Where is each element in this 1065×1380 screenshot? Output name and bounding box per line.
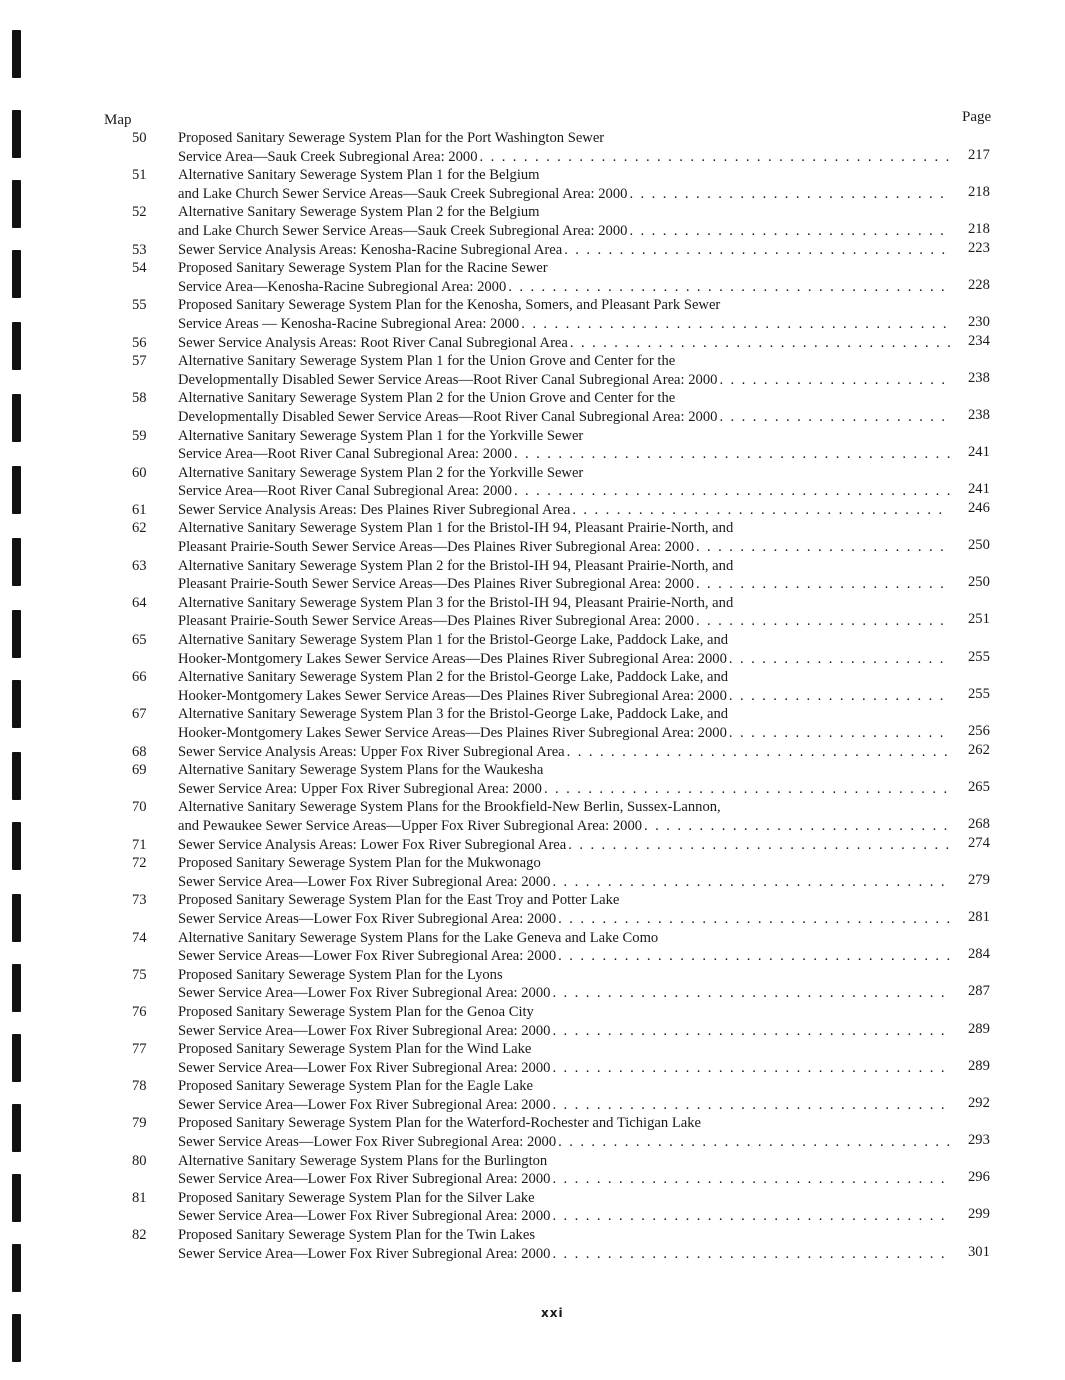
map-title-line: Sewer Service Areas—Lower Fox River Subregional Area: 2000 bbox=[178, 910, 557, 927]
page-number: 281 bbox=[968, 908, 990, 925]
map-title-line: Sewer Service Area—Lower Fox River Subregional Area: 2000 bbox=[178, 1171, 551, 1188]
map-number: 74 bbox=[132, 929, 147, 946]
map-title-line: Service Area—Root River Canal Subregional Area: 2000 bbox=[178, 446, 512, 463]
dot-leader bbox=[550, 873, 950, 892]
map-list bbox=[0, 129, 1065, 1263]
map-number: 68 bbox=[132, 743, 147, 760]
toc-entry bbox=[0, 129, 1065, 166]
map-title-line: Alternative Sanitary Sewerage System Plans for the Lake Geneva and Lake Como bbox=[178, 929, 659, 946]
map-title-line: Alternative Sanitary Sewerage System Plan 1 for the Bristol-IH 94, Pleasant Prairie-North, and bbox=[178, 520, 734, 537]
map-title-line: Service Area—Kenosha-Racine Subregional Area: 2000 bbox=[178, 278, 507, 295]
map-title-line: Proposed Sanitary Sewerage System Plan for the Genoa City bbox=[178, 1003, 534, 1020]
page-number: 238 bbox=[968, 406, 990, 423]
map-title-line: Proposed Sanitary Sewerage System Plan for the Racine Sewer bbox=[178, 260, 548, 277]
toc-entry bbox=[0, 1189, 1065, 1226]
map-title-line: Sewer Service Area—Lower Fox River Subregional Area: 2000 bbox=[178, 1208, 551, 1225]
toc-entry bbox=[0, 891, 1065, 928]
page-number: 293 bbox=[968, 1132, 990, 1149]
map-title-line: Alternative Sanitary Sewerage System Plan 2 for the Bristol-George Lake, Paddock Lake, and bbox=[178, 669, 729, 686]
map-title-line: Alternative Sanitary Sewerage System Plan 1 for the Bristol-George Lake, Paddock Lake, and bbox=[178, 632, 729, 649]
page-number: 292 bbox=[968, 1094, 990, 1111]
map-title-line: Sewer Service Analysis Areas: Des Plaines River Subregional Area bbox=[178, 501, 571, 518]
map-number: 59 bbox=[132, 427, 147, 444]
toc-entry bbox=[0, 966, 1065, 1003]
map-title-line: Sewer Service Analysis Areas: Upper Fox River Subregional Area bbox=[178, 743, 565, 760]
map-title-line: Sewer Service Area—Lower Fox River Subregional Area: 2000 bbox=[178, 1096, 551, 1113]
map-number: 62 bbox=[132, 520, 147, 537]
map-number: 54 bbox=[132, 260, 147, 277]
map-number: 64 bbox=[132, 594, 147, 611]
map-number: 58 bbox=[132, 390, 147, 407]
dot-leader bbox=[506, 278, 950, 297]
map-title-line: Hooker-Montgomery Lakes Sewer Service Areas—Des Plaines River Subregional Area: 2000 bbox=[178, 725, 727, 741]
map-title-line: Sewer Service Area—Lower Fox River Subregional Area: 2000 bbox=[178, 985, 551, 1002]
map-number: 51 bbox=[132, 167, 147, 184]
page-number: 301 bbox=[968, 1243, 990, 1260]
page-number: 274 bbox=[968, 834, 990, 851]
dot-leader bbox=[550, 1096, 950, 1115]
toc-entry bbox=[0, 1077, 1065, 1114]
dot-leader bbox=[565, 743, 950, 762]
map-number: 60 bbox=[132, 464, 147, 481]
map-number: 81 bbox=[132, 1189, 147, 1206]
page-number: 299 bbox=[968, 1206, 990, 1223]
dot-leader bbox=[512, 482, 950, 501]
toc-entry bbox=[0, 743, 1065, 762]
map-number: 77 bbox=[132, 1041, 147, 1058]
map-number: 66 bbox=[132, 669, 147, 686]
toc-entry bbox=[0, 259, 1065, 296]
map-title-line: Alternative Sanitary Sewerage System Plans for the Brookfield-New Berlin, Sussex-Lannon, bbox=[178, 799, 721, 816]
map-title-line: Proposed Sanitary Sewerage System Plan for the Lyons bbox=[178, 966, 503, 983]
map-title-line: Alternative Sanitary Sewerage System Plan 1 for the Belgium bbox=[178, 167, 540, 184]
toc-entry bbox=[0, 1040, 1065, 1077]
map-title-line: Sewer Service Area—Lower Fox River Subregional Area: 2000 bbox=[178, 873, 551, 890]
dot-leader bbox=[512, 445, 950, 464]
map-title-line: Developmentally Disabled Sewer Service Areas—Root River Canal Subregional Area: 2000 bbox=[178, 371, 718, 388]
dot-leader bbox=[717, 408, 950, 427]
map-title-line: Proposed Sanitary Sewerage System Plan for the Waterford-Rochester and Tichigan Lake bbox=[178, 1115, 701, 1132]
toc-entry bbox=[0, 854, 1065, 891]
page-number: 230 bbox=[968, 313, 990, 330]
map-number: 63 bbox=[132, 557, 147, 574]
map-title-line: Proposed Sanitary Sewerage System Plan for the Twin Lakes bbox=[178, 1227, 535, 1244]
page-number: 268 bbox=[968, 815, 990, 832]
dot-leader bbox=[727, 724, 950, 743]
map-title-line: Proposed Sanitary Sewerage System Plan for the Port Washington Sewer bbox=[178, 130, 605, 146]
map-title-line: Service Area—Sauk Creek Subregional Area: 2000 bbox=[178, 148, 478, 165]
dot-leader bbox=[519, 315, 950, 334]
map-title-line: and Pewaukee Sewer Service Areas—Upper Fox River Subregional Area: 2000 bbox=[178, 817, 643, 834]
toc-entry bbox=[0, 464, 1065, 501]
map-number: 71 bbox=[132, 836, 147, 853]
toc-entry bbox=[0, 296, 1065, 333]
map-number: 82 bbox=[132, 1227, 147, 1244]
toc-entry bbox=[0, 427, 1065, 464]
map-number: 80 bbox=[132, 1152, 147, 1169]
page-number: 241 bbox=[968, 444, 990, 461]
page-number: 241 bbox=[968, 481, 990, 498]
map-title-line: Pleasant Prairie-South Sewer Service Areas—Des Plaines River Subregional Area: 2000 bbox=[178, 576, 694, 593]
map-column-header: Map bbox=[104, 112, 132, 128]
dot-leader bbox=[627, 222, 950, 241]
dot-leader bbox=[550, 1059, 950, 1078]
toc-entry bbox=[0, 241, 1065, 260]
toc-entry bbox=[0, 557, 1065, 594]
map-title-line: Sewer Service Area—Lower Fox River Subregional Area: 2000 bbox=[178, 1022, 551, 1039]
map-number: 50 bbox=[132, 130, 147, 146]
map-title-line: Proposed Sanitary Sewerage System Plan for the Silver Lake bbox=[178, 1189, 535, 1206]
dot-leader bbox=[550, 1170, 950, 1189]
toc-entry bbox=[0, 705, 1065, 742]
dot-leader bbox=[627, 185, 950, 204]
map-number: 53 bbox=[132, 241, 147, 258]
toc-entry bbox=[0, 519, 1065, 556]
map-number: 69 bbox=[132, 762, 147, 779]
toc-entry bbox=[0, 1003, 1065, 1040]
map-number: 57 bbox=[132, 353, 147, 370]
map-number: 79 bbox=[132, 1115, 147, 1132]
map-title-line: Alternative Sanitary Sewerage System Plans for the Waukesha bbox=[178, 762, 544, 779]
toc-entry bbox=[0, 1152, 1065, 1189]
page-folio: xxi bbox=[541, 1306, 564, 1320]
page-number: 287 bbox=[968, 983, 990, 1000]
binder-mark bbox=[12, 30, 21, 78]
map-title-line: Alternative Sanitary Sewerage System Plan 2 for the Belgium bbox=[178, 204, 540, 221]
map-number: 72 bbox=[132, 855, 147, 872]
toc-entry bbox=[0, 631, 1065, 668]
dot-leader bbox=[542, 780, 950, 799]
dot-leader bbox=[642, 817, 950, 836]
dot-leader bbox=[694, 575, 950, 594]
page-number: 234 bbox=[968, 332, 990, 349]
map-title-line: Alternative Sanitary Sewerage System Plan 1 for the Union Grove and Center for the bbox=[178, 353, 676, 370]
page-number: 217 bbox=[968, 146, 990, 163]
page-number: 238 bbox=[968, 369, 990, 386]
dot-leader bbox=[562, 241, 950, 260]
map-title-line: Alternative Sanitary Sewerage System Plan 2 for the Yorkville Sewer bbox=[178, 464, 584, 481]
map-title-line: Proposed Sanitary Sewerage System Plan for the East Troy and Potter Lake bbox=[178, 892, 620, 909]
map-title-line: Sewer Service Areas—Lower Fox River Subregional Area: 2000 bbox=[178, 948, 557, 965]
dot-leader bbox=[727, 687, 950, 706]
map-title-line: Proposed Sanitary Sewerage System Plan for the Mukwonago bbox=[178, 855, 541, 872]
map-title-line: Sewer Service Area—Lower Fox River Subregional Area: 2000 bbox=[178, 1059, 551, 1076]
toc-entry bbox=[0, 352, 1065, 389]
dot-leader bbox=[556, 910, 950, 929]
map-title-line: Sewer Service Areas—Lower Fox River Subregional Area: 2000 bbox=[178, 1134, 557, 1151]
map-number: 65 bbox=[132, 632, 147, 649]
dot-leader bbox=[550, 1022, 950, 1041]
page-number: 246 bbox=[968, 499, 990, 516]
dot-leader bbox=[550, 1245, 950, 1264]
dot-leader bbox=[727, 650, 950, 669]
toc-entry bbox=[0, 1114, 1065, 1151]
page-number: 296 bbox=[968, 1169, 990, 1186]
toc-entry bbox=[0, 166, 1065, 203]
dot-leader bbox=[550, 1207, 950, 1226]
map-title-line: and Lake Church Sewer Service Areas—Sauk Creek Subregional Area: 2000 bbox=[178, 222, 628, 239]
map-number: 76 bbox=[132, 1003, 147, 1020]
dot-leader bbox=[570, 501, 950, 520]
binder-mark bbox=[12, 1314, 21, 1362]
page-number: 255 bbox=[968, 648, 990, 665]
map-title-line: Proposed Sanitary Sewerage System Plan for the Kenosha, Somers, and Pleasant Park Sewer bbox=[178, 297, 721, 314]
map-number: 73 bbox=[132, 892, 147, 909]
toc-entry bbox=[0, 594, 1065, 631]
page-number: 289 bbox=[968, 1057, 990, 1074]
map-title-line: Sewer Service Area: Upper Fox River Subregional Area: 2000 bbox=[178, 780, 542, 797]
map-title-line: Alternative Sanitary Sewerage System Plan 1 for the Yorkville Sewer bbox=[178, 427, 584, 444]
map-title-line: Alternative Sanitary Sewerage System Plan 3 for the Bristol-George Lake, Paddock Lake, and bbox=[178, 706, 729, 723]
dot-leader bbox=[694, 538, 950, 557]
toc-entry bbox=[0, 761, 1065, 798]
map-number: 67 bbox=[132, 706, 147, 723]
map-number: 70 bbox=[132, 799, 147, 816]
toc-entry bbox=[0, 389, 1065, 426]
map-title-line: Developmentally Disabled Sewer Service Areas—Root River Canal Subregional Area: 2000 bbox=[178, 408, 718, 425]
page-number: 284 bbox=[968, 946, 990, 963]
page-column-header: Page bbox=[962, 109, 992, 125]
map-number: 55 bbox=[132, 297, 147, 314]
toc-entry bbox=[0, 668, 1065, 705]
map-title-line: Pleasant Prairie-South Sewer Service Areas—Des Plaines River Subregional Area: 2000 bbox=[178, 539, 694, 556]
map-number: 61 bbox=[132, 501, 147, 518]
map-title-line: Alternative Sanitary Sewerage System Plan 2 for the Union Grove and Center for the bbox=[178, 390, 676, 407]
dot-leader bbox=[556, 947, 950, 966]
map-title-line: Service Area—Root River Canal Subregional Area: 2000 bbox=[178, 483, 512, 500]
map-title-line: Sewer Service Area—Lower Fox River Subregional Area: 2000 bbox=[178, 1245, 551, 1262]
map-title-line: Service Areas — Kenosha-Racine Subregional Area: 2000 bbox=[178, 315, 520, 332]
map-title-line: Alternative Sanitary Sewerage System Plan 3 for the Bristol-IH 94, Pleasant Prairie-North, and bbox=[178, 594, 734, 611]
map-title-line: and Lake Church Sewer Service Areas—Sauk Creek Subregional Area: 2000 bbox=[178, 185, 628, 202]
map-title-line: Pleasant Prairie-South Sewer Service Areas—Des Plaines River Subregional Area: 2000 bbox=[178, 613, 694, 630]
page-number: 279 bbox=[968, 871, 990, 888]
toc-entry bbox=[0, 836, 1065, 855]
page-number: 228 bbox=[968, 276, 990, 293]
map-title-line: Hooker-Montgomery Lakes Sewer Service Areas—Des Plaines River Subregional Area: 2000 bbox=[178, 650, 727, 667]
map-number: 56 bbox=[132, 334, 147, 351]
page-number: 218 bbox=[968, 183, 990, 200]
page-number: 262 bbox=[968, 741, 990, 758]
map-title-line: Alternative Sanitary Sewerage System Plans for the Burlington bbox=[178, 1152, 548, 1169]
map-title-line: Sewer Service Analysis Areas: Lower Fox River Subregional Area bbox=[178, 836, 567, 853]
page-number: 250 bbox=[968, 537, 990, 554]
map-title-line: Sewer Service Analysis Areas: Root River Canal Subregional Area bbox=[178, 334, 568, 351]
page-number: 223 bbox=[968, 239, 990, 256]
toc-entry bbox=[0, 203, 1065, 240]
map-title-line: Proposed Sanitary Sewerage System Plan for the Eagle Lake bbox=[178, 1078, 534, 1095]
dot-leader bbox=[566, 836, 950, 855]
map-title-line: Hooker-Montgomery Lakes Sewer Service Areas—Des Plaines River Subregional Area: 2000 bbox=[178, 687, 727, 704]
dot-leader bbox=[478, 148, 951, 167]
dot-leader bbox=[556, 1133, 950, 1152]
map-title-line: Sewer Service Analysis Areas: Kenosha-Racine Subregional Area bbox=[178, 241, 563, 258]
toc-entry bbox=[0, 798, 1065, 835]
map-number: 52 bbox=[132, 204, 147, 221]
page-number: 255 bbox=[968, 685, 990, 702]
map-number: 75 bbox=[132, 966, 147, 983]
page-number: 256 bbox=[968, 723, 990, 739]
toc-entry bbox=[0, 334, 1065, 353]
dot-leader bbox=[550, 984, 950, 1003]
toc-entry bbox=[0, 1226, 1065, 1263]
dot-leader bbox=[717, 371, 950, 390]
map-number: 78 bbox=[132, 1078, 147, 1095]
page-number: 250 bbox=[968, 574, 990, 591]
page-number: 289 bbox=[968, 1020, 990, 1037]
toc-entry bbox=[0, 929, 1065, 966]
dot-leader bbox=[694, 612, 950, 631]
map-title-line: Alternative Sanitary Sewerage System Plan 2 for the Bristol-IH 94, Pleasant Prairie-North, and bbox=[178, 557, 734, 574]
toc-entry bbox=[0, 501, 1065, 520]
dot-leader bbox=[568, 334, 950, 353]
page-number: 218 bbox=[968, 220, 990, 237]
map-title-line: Proposed Sanitary Sewerage System Plan for the Wind Lake bbox=[178, 1041, 532, 1058]
page-number: 251 bbox=[968, 611, 990, 628]
page-number: 265 bbox=[968, 778, 990, 795]
